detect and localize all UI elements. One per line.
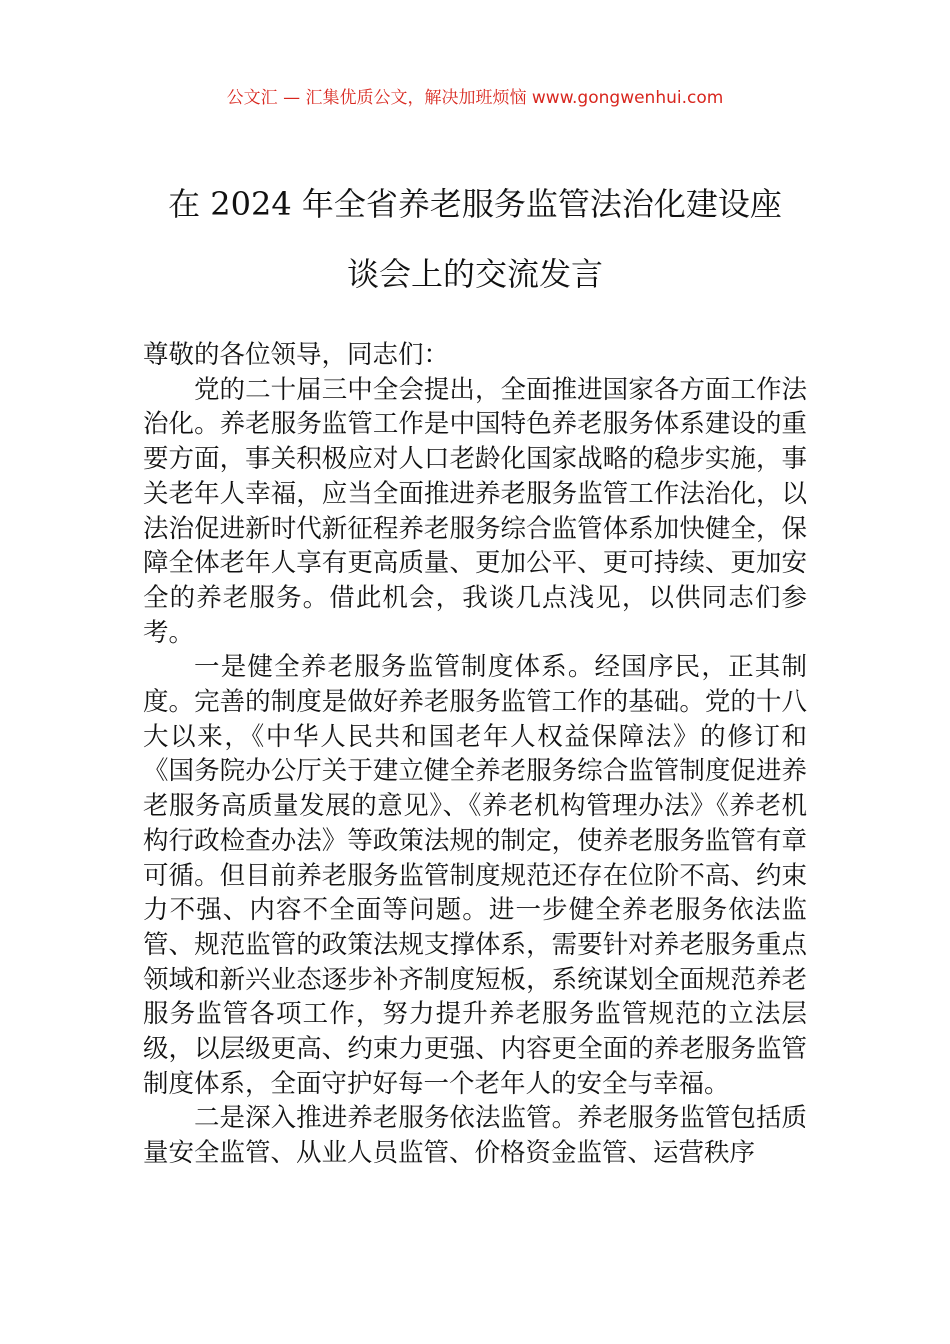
document-title-line-1: 在 2024 年全省养老服务监管法治化建设座 <box>168 185 782 223</box>
paragraph-intro: 党的二十届三中全会提出，全面推进国家各方面工作法治化。养老服务监管工作是中国特色养老服务体系建设的重要方面，事关积极应对人口老龄化国家战略的稳步实施，事关老年人幸福，应当全面推进养老服务监管工作法治化，以法治促进新时代新征程养老服务综合监管体系加快健全，保障全体老年人享有更高质量、更加公平、更可持续、更加安全的养老服务。借此机会，我谈几点浅见，以供同志们参考。 <box>143 374 807 648</box>
header-watermark-note: 公文汇 — 汇集优质公文，解决加班烦恼 www.gongwenhui.com <box>226 88 724 108</box>
salutation: 尊敬的各位领导，同志们： <box>143 340 450 370</box>
paragraph-point-one: 一是健全养老服务监管制度体系。经国序民，正其制度。完善的制度是做好养老服务监管工作的基础。党的十八大以来，《中华人民共和国老年人权益保障法》的修订和《国务院办公厅关于建立健全养老服务综合监管制度促进养老服务高质量发展的意见》、《养老机构管理办法》《养老机构行政检查办法》等政策法规的制定，使养老服务监管有章可循。但目前养老服务监管制度规范还存在位阶不高、约束力不强、内容不全面等问题。进一步健全养老服务依法监管、规范监管的政策法规支撑体系，需要针对养老服务重点领域和新兴业态逐步补齐制度短板，系统谋划全面规范养老服务监管各项工作，努力提升养老服务监管规范的立法层级，以层级更高、约束力更强、内容更全面的养老服务监管制度体系，全面守护好每一个老年人的安全与幸福。 <box>143 652 807 1099</box>
paragraph-point-two: 二是深入推进养老服务依法监管。养老服务监管包括质量安全监管、从业人员监管、价格资金监管、运营秩序 <box>143 1103 807 1169</box>
document-body <box>143 338 807 1171</box>
document-title-line-2: 谈会上的交流发言 <box>346 255 603 293</box>
